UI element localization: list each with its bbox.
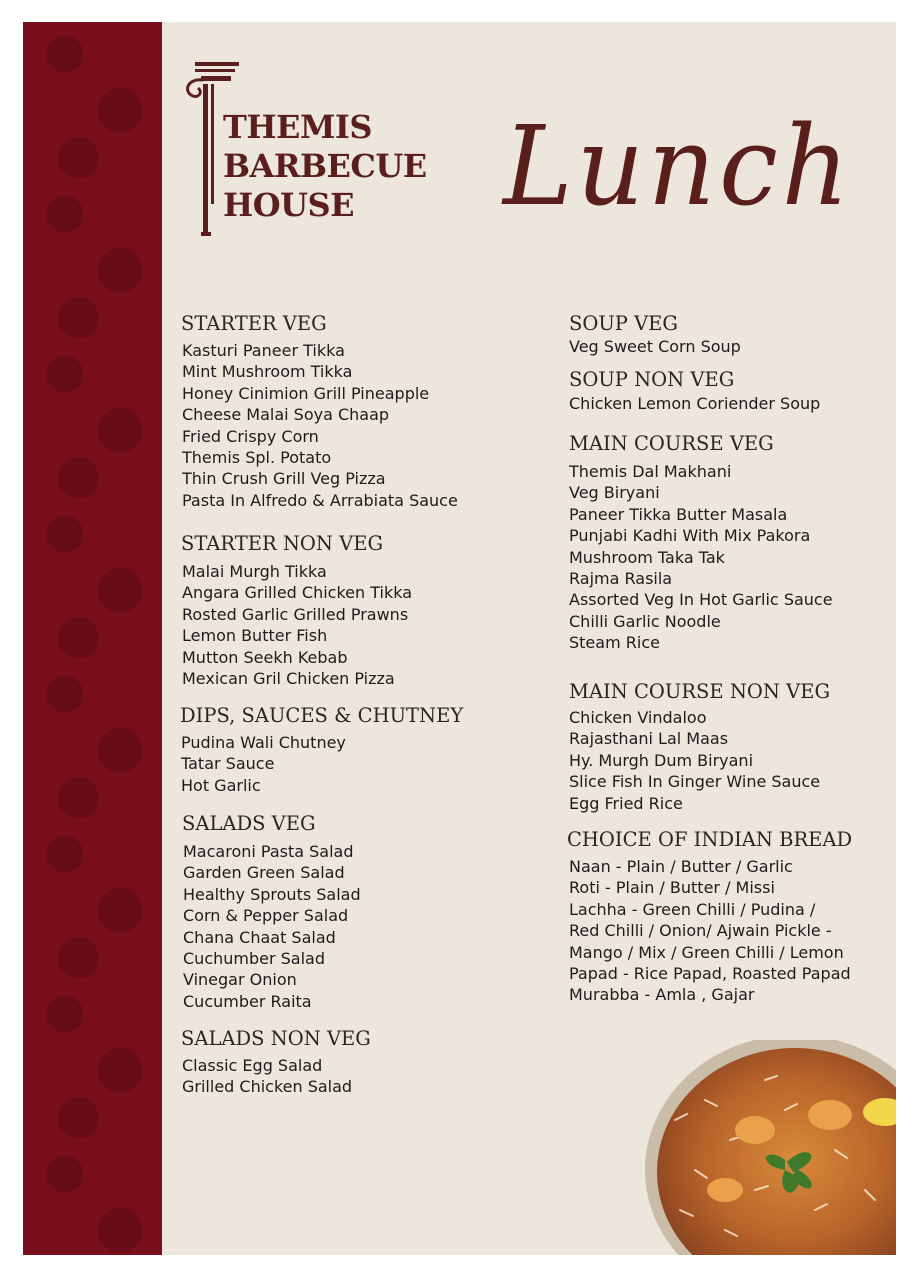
menu-item: Steam Rice: [569, 633, 660, 653]
menu-item: Grilled Chicken Salad: [182, 1077, 353, 1097]
menu-item: Papad - Rice Papad, Roasted Papad: [569, 964, 851, 984]
menu-item: Macaroni Pasta Salad: [183, 842, 354, 861]
menu-item: Rosted Garlic Grilled Prawns: [182, 604, 409, 624]
menu-item: Themis Dal Makhani: [569, 462, 732, 481]
menu-item: Rajasthani Lal Maas: [569, 729, 729, 749]
biryani-bowl-icon: [635, 1040, 896, 1255]
menu-item: Angara Grilled Chicken Tikka: [182, 583, 413, 603]
brand-line-3: HOUSE: [223, 186, 355, 224]
menu-item: Pasta In Alfredo & Arrabiata Sauce: [182, 490, 458, 510]
brand-line-1: THEMIS: [223, 108, 372, 146]
menu-item: Mexican Gril Chicken Pizza: [182, 669, 395, 689]
section-title-dips: DIPS, SAUCES & CHUTNEY: [180, 704, 464, 727]
menu-item: Slice Fish In Ginger Wine Sauce: [569, 772, 821, 792]
menu-item: Roti - Plain / Butter / Missi: [569, 878, 775, 898]
menu-item: Fried Crispy Corn: [182, 426, 319, 446]
menu-item: Mango / Mix / Green Chilli / Lemon: [569, 942, 844, 962]
section-title-starter-veg: STARTER VEG: [181, 312, 327, 335]
section-title-indian-bread: CHOICE OF INDIAN BREAD: [567, 828, 853, 851]
menu-item: Themis Spl. Potato: [182, 448, 332, 468]
menu-item: Red Chilli / Onion/ Ajwain Pickle -: [569, 921, 832, 941]
svg-text:Lunch: Lunch: [501, 102, 853, 230]
menu-page: [23, 22, 896, 1255]
list-starter-non-veg: [182, 561, 412, 689]
menu-item: Cheese Malai Soya Chaap: [182, 405, 390, 425]
list-soup-veg: [569, 336, 741, 357]
menu-item: Pudina Wali Chutney: [181, 733, 346, 752]
section-title-soup-non-veg: SOUP NON VEG: [569, 368, 735, 391]
menu-item: Malai Murgh Tikka: [182, 562, 327, 581]
list-main-course-veg: [569, 461, 833, 654]
menu-item: Tatar Sauce: [181, 754, 275, 774]
menu-item: Punjabi Kadhi With Mix Pakora: [569, 526, 811, 546]
menu-item: Classic Egg Salad: [182, 1056, 323, 1075]
list-starter-veg: [182, 340, 458, 511]
menu-item: Healthy Sprouts Salad: [183, 884, 361, 904]
menu-item: Chicken Vindaloo: [569, 708, 707, 727]
menu-item: Honey Cinimion Grill Pineapple: [182, 383, 430, 403]
list-main-course-non-veg: [569, 707, 820, 814]
menu-item: Vinegar Onion: [183, 970, 297, 990]
list-salads-veg: [183, 841, 361, 1012]
menu-item: Rajma Rasila: [569, 569, 673, 589]
menu-item: Naan - Plain / Butter / Garlic: [569, 857, 793, 876]
section-title-starter-non-veg: STARTER NON VEG: [181, 532, 384, 555]
list-dips: [181, 732, 346, 796]
menu-item: Lachha - Green Chilli / Pudina /: [569, 899, 816, 919]
menu-item: Chicken Lemon Coriender Soup: [569, 394, 821, 413]
menu-item: Paneer Tikka Butter Masala: [569, 504, 788, 524]
menu-item: Hot Garlic: [181, 775, 261, 795]
menu-item: Cuchumber Salad: [183, 949, 326, 969]
list-indian-bread: [569, 856, 851, 1006]
section-title-main-course-veg: MAIN COURSE VEG: [569, 432, 774, 455]
page-title: [493, 94, 873, 234]
menu-item: Mutton Seekh Kebab: [182, 647, 348, 667]
menu-item: Mint Mushroom Tikka: [182, 362, 353, 382]
menu-item: Mushroom Taka Tak: [569, 547, 725, 567]
menu-item: Chana Chaat Salad: [183, 927, 336, 947]
menu-item: Murabba - Amla , Gajar: [569, 985, 755, 1005]
menu-item: Egg Fried Rice: [569, 793, 683, 813]
menu-item: Assorted Veg In Hot Garlic Sauce: [569, 590, 833, 610]
section-title-main-course-non-veg: MAIN COURSE NON VEG: [569, 680, 831, 703]
decorative-side-band: [23, 22, 162, 1255]
section-title-salads-veg: SALADS VEG: [182, 812, 316, 835]
menu-item: Lemon Butter Fish: [182, 626, 328, 646]
menu-item: Garden Green Salad: [183, 863, 345, 883]
brand-logo: [181, 60, 427, 240]
menu-item: Thin Crush Grill Veg Pizza: [182, 469, 386, 489]
menu-item: Chilli Garlic Noodle: [569, 611, 721, 631]
section-title-salads-non-veg: SALADS NON VEG: [181, 1027, 371, 1050]
menu-item: Veg Sweet Corn Soup: [569, 337, 741, 356]
list-salads-non-veg: [182, 1055, 352, 1098]
section-title-soup-veg: SOUP VEG: [569, 312, 678, 335]
menu-item: Cucumber Raita: [183, 991, 312, 1011]
menu-item: Veg Biryani: [569, 483, 660, 503]
menu-item: Hy. Murgh Dum Biryani: [569, 750, 754, 770]
menu-item: Corn & Pepper Salad: [183, 906, 349, 926]
list-soup-non-veg: [569, 393, 820, 414]
menu-item: Kasturi Paneer Tikka: [182, 341, 345, 360]
brand-line-2: BARBECUE: [223, 147, 427, 185]
